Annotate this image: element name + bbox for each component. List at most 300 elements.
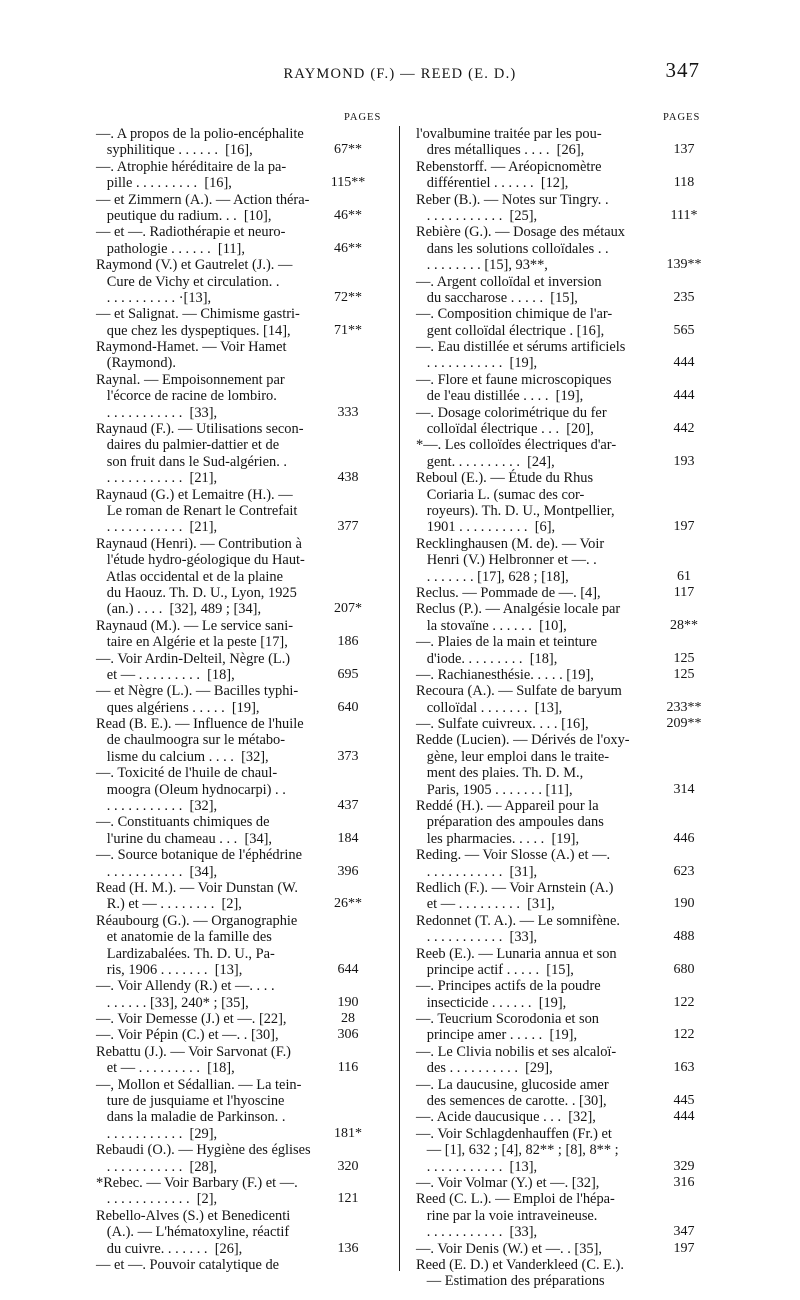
- index-entry-text: Reboul (E.). — Étude du Rhus: [416, 470, 594, 487]
- index-line: [416, 192, 704, 208]
- page-reference: 623: [673, 863, 695, 879]
- index-entry-text: —. Rachianesthésie. . . . . [19],: [416, 666, 594, 683]
- index-entry-text: . . . . . . . . . . . [29],: [96, 1125, 218, 1142]
- index-line: [416, 241, 704, 257]
- index-entry-text: Rebière (G.). — Dosage des métaux: [416, 224, 625, 241]
- index-entry-text: Reber (B.). — Notes sur Tingry. .: [416, 191, 609, 208]
- index-line: [96, 831, 384, 847]
- index-entry-text: — et Zimmern (A.). — Action théra-: [96, 191, 310, 208]
- index-entry-text: que chez les dyspeptiques. [14],: [96, 322, 291, 339]
- index-entry-text: . . . . . . . . . . . [32],: [96, 798, 218, 815]
- index-entry-text: — [1], 632 ; [4], 82** ; [8], 8** ;: [416, 1142, 619, 1159]
- index-entry-text: Le roman de Renart le Contrefait: [96, 502, 298, 519]
- index-entry-text: différentiel . . . . . . [12],: [416, 175, 569, 192]
- index-line: [416, 224, 704, 240]
- index-line: [416, 798, 704, 814]
- index-line: [416, 323, 704, 339]
- page-reference: 438: [337, 470, 359, 486]
- index-line: [96, 1126, 384, 1142]
- index-entry-text: l'ovalbumine traitée par les pou-: [416, 126, 602, 142]
- index-line: [96, 847, 384, 863]
- index-entry-text: pille . . . . . . . . . [16],: [96, 175, 232, 192]
- index-entry-text: —. Voir Pépin (C.) et —. . [30],: [96, 1027, 279, 1044]
- index-line: [416, 1257, 704, 1273]
- index-line: [96, 159, 384, 175]
- index-entry-text: moogra (Oleum hydnocarpi) . .: [96, 781, 286, 798]
- index-line: [96, 814, 384, 830]
- index-entry-text: Coriaria L. (sumac des cor-: [416, 486, 585, 503]
- index-entry-text: syphilitique . . . . . . [16],: [96, 142, 253, 159]
- index-entry-text: — Estimation des préparations: [416, 1273, 605, 1290]
- page-reference: 377: [337, 519, 359, 535]
- index-line: [416, 896, 704, 912]
- page-reference: 207*: [334, 601, 362, 617]
- index-entry-text: peutique du radium. . . [10],: [96, 207, 272, 224]
- index-line: [96, 388, 384, 404]
- index-entry-text: —. Voir Schlagdenhauffen (Fr.) et: [416, 1125, 612, 1142]
- page-reference: 680: [673, 961, 695, 977]
- page-reference: 373: [337, 748, 359, 764]
- page-reference: 640: [337, 699, 359, 715]
- index-entry-text: Raynaud (F.). — Utilisations secon-: [96, 421, 304, 438]
- index-line: [96, 896, 384, 912]
- index-entry-text: des . . . . . . . . . . [29],: [416, 1060, 553, 1077]
- index-line: [96, 306, 384, 322]
- index-line: [416, 1011, 704, 1027]
- index-entry-text: dans les solutions colloïdales . .: [416, 240, 609, 257]
- page-reference: 118: [673, 175, 695, 191]
- index-line: [416, 388, 704, 404]
- index-entry-text: des semences de carotte. . [30],: [416, 1093, 607, 1110]
- page-reference: 122: [673, 994, 695, 1010]
- index-line: [416, 274, 704, 290]
- page-header: [0, 58, 800, 98]
- page-reference: 121: [337, 1191, 359, 1207]
- index-line: [96, 880, 384, 896]
- index-line: [96, 700, 384, 716]
- index-line: [416, 651, 704, 667]
- index-entry-text: (an.) . . . . [32], 489 ; [34],: [96, 601, 262, 618]
- index-entry-text: . . . . . . . . . . . . [2],: [96, 1191, 218, 1208]
- index-line: [416, 732, 704, 748]
- index-line: [416, 339, 704, 355]
- index-line: [96, 913, 384, 929]
- index-entry-text: Reed (C. L.). — Emploi de l'hépa-: [416, 1191, 615, 1208]
- index-line: [96, 962, 384, 978]
- index-entry-text: Cure de Vichy et circulation. .: [96, 273, 280, 290]
- index-line: [416, 601, 704, 617]
- index-entry-text: Rebaudi (O.). — Hygiène des églises: [96, 1142, 311, 1159]
- page-reference: 186: [337, 634, 359, 650]
- index-line: [416, 437, 704, 453]
- index-line: [416, 355, 704, 371]
- index-line: [96, 651, 384, 667]
- index-line: [416, 519, 704, 535]
- index-line: [96, 503, 384, 519]
- index-entry-text: Rebattu (J.). — Voir Sarvonat (F.): [96, 1043, 291, 1060]
- index-line: [96, 798, 384, 814]
- index-line: [96, 536, 384, 552]
- index-entry-text: —. Sulfate cuivreux. . . . [16],: [416, 716, 589, 733]
- index-entry-text: Reclus. — Pommade de —. [4],: [416, 584, 601, 601]
- index-line: [96, 552, 384, 568]
- index-line: [416, 1093, 704, 1109]
- index-entry-text: dres métalliques . . . . [26],: [416, 142, 585, 159]
- index-line: [416, 929, 704, 945]
- index-line: [416, 159, 704, 175]
- index-line: [96, 208, 384, 224]
- index-line: [96, 519, 384, 535]
- index-entry-text: de chaulmoogra sur le métabo-: [96, 732, 286, 749]
- index-entry-text: colloïdal . . . . . . . [13],: [416, 699, 563, 716]
- index-entry-text: Réaubourg (G.). — Organographie: [96, 912, 298, 929]
- index-line: [416, 700, 704, 716]
- index-entry-text: ques algériens . . . . . [19],: [96, 699, 260, 716]
- index-entry-text: — et Nègre (L.). — Bacilles typhi-: [96, 683, 299, 700]
- index-line: [96, 1109, 384, 1125]
- index-line: [96, 765, 384, 781]
- index-line: [96, 355, 384, 371]
- index-line: [416, 1208, 704, 1224]
- index-line: [96, 1060, 384, 1076]
- index-entry-text: gent colloïdal électrique . [16],: [416, 322, 605, 339]
- index-line: [96, 732, 384, 748]
- index-line: [96, 634, 384, 650]
- index-line: [416, 208, 704, 224]
- index-entry-text: —. La daucusine, glucoside amer: [416, 1076, 609, 1093]
- index-line: [416, 716, 704, 732]
- index-line: [96, 290, 384, 306]
- index-entry-text: Raynaud (M.). — Le service sani-: [96, 617, 294, 634]
- index-line: [416, 962, 704, 978]
- index-entry-text: Reeb (E.). — Lunaria annua et son: [416, 945, 617, 962]
- index-line: [96, 1191, 384, 1207]
- index-entry-text: la stovaïne . . . . . . [10],: [416, 617, 567, 634]
- index-line: [96, 749, 384, 765]
- index-line: [96, 667, 384, 683]
- index-entry-text: et — . . . . . . . . . [18],: [96, 666, 235, 683]
- index-entry-text: — et —. Radiothérapie et neuro-: [96, 224, 286, 241]
- index-entry-text: —. Atrophie héréditaire de la pa-: [96, 158, 287, 175]
- index-entry-text: et — . . . . . . . . . [31],: [416, 896, 555, 913]
- index-entry-text: ment des plaies. Th. D. M.,: [416, 765, 584, 782]
- index-line: [416, 454, 704, 470]
- index-entry-text: . . . . . . . . . . ·[13],: [96, 289, 212, 306]
- page-reference: 316: [673, 1175, 695, 1190]
- index-line: [416, 765, 704, 781]
- index-column-right: [416, 112, 704, 1290]
- index-entry-text: —. Acide daucusique . . . [32],: [416, 1109, 596, 1126]
- page-reference: 28**: [670, 617, 698, 633]
- index-line: [96, 175, 384, 191]
- index-entry-text: de l'eau distillée . . . . [19],: [416, 388, 584, 405]
- index-line: [96, 339, 384, 355]
- index-line: [416, 421, 704, 437]
- index-entry-text: —. Voir Volmar (Y.) et —. [32],: [416, 1175, 600, 1191]
- index-line: [416, 175, 704, 191]
- index-line: [416, 470, 704, 486]
- index-entry-text: —. Source botanique de l'éphédrine: [96, 847, 302, 864]
- index-entry-text: rine par la voie intraveineuse.: [416, 1207, 598, 1224]
- page-reference: 26**: [334, 896, 362, 912]
- index-entry-text: —, Mollon et Sédallian. — La tein-: [96, 1076, 302, 1093]
- page-reference: 181*: [334, 1125, 362, 1141]
- index-entry-text: . . . . . . [33], 240* ; [35],: [96, 994, 249, 1011]
- index-line: [416, 831, 704, 847]
- index-entry-text: Reddé (H.). — Appareil pour la: [416, 798, 599, 815]
- index-line: [416, 946, 704, 962]
- page-reference: 333: [337, 404, 359, 420]
- page-reference: 695: [337, 666, 359, 682]
- index-entry-text: —. Teucrium Scorodonia et son: [416, 1011, 599, 1028]
- index-entry-text: —. Dosage colorimétrique du fer: [416, 404, 607, 421]
- index-line: [416, 1175, 704, 1191]
- index-entry-text: du saccharose . . . . . [15],: [416, 289, 578, 306]
- index-entry-text: les pharmacies. . . . . [19],: [416, 830, 580, 847]
- index-entry-text: —. Eau distillée et sérums artificiels: [416, 339, 626, 356]
- index-line: [416, 1126, 704, 1142]
- index-entry-text: Lardizabalées. Th. D. U., Pa-: [96, 945, 275, 962]
- index-line: [96, 864, 384, 880]
- page-reference: 233**: [666, 699, 702, 715]
- index-entry-text: Rebello-Alves (S.) et Benedicenti: [96, 1207, 291, 1224]
- page-reference: 235: [673, 289, 695, 305]
- index-entry-text: —. Principes actifs de la poudre: [416, 978, 601, 995]
- pages-column-label-left: PAGES: [344, 112, 382, 123]
- index-column-left: [96, 112, 384, 1273]
- index-entry-text: — et —. Pouvoir catalytique de: [96, 1256, 280, 1273]
- index-entry-text: principe actif . . . . . [15],: [416, 961, 574, 978]
- page-reference: 116: [337, 1060, 359, 1076]
- index-entry-text: . . . . . . . [17], 628 ; [18],: [416, 568, 569, 585]
- index-entry-text: du cuivre. . . . . . . [26],: [96, 1240, 243, 1257]
- index-entry-text: du Haouz. Th. D. U., Lyon, 1925: [96, 584, 297, 601]
- index-line: [96, 487, 384, 503]
- index-line: [416, 667, 704, 683]
- index-entry-text: Redonnet (T. A.). — Le somnifène.: [416, 912, 620, 929]
- index-entry-text: . . . . . . . . . . . [33],: [416, 1224, 538, 1241]
- index-entry-text: Raymond-Hamet. — Voir Hamet: [96, 339, 287, 356]
- index-entry-text: Recoura (A.). — Sulfate de baryum: [416, 683, 622, 700]
- page-reference: 442: [673, 421, 695, 437]
- index-line: [416, 552, 704, 568]
- index-entry-text: (A.). — L'hématoxyline, réactif: [96, 1224, 290, 1241]
- page-reference: 137: [673, 142, 695, 158]
- index-entry-text: . . . . . . . . . . . [19],: [416, 355, 538, 372]
- page-reference: 444: [673, 1109, 695, 1125]
- index-line: [416, 913, 704, 929]
- index-line: [416, 634, 704, 650]
- page-reference: 125: [673, 666, 695, 682]
- index-line: [416, 1060, 704, 1076]
- page-reference: 46**: [334, 240, 362, 256]
- index-line: [96, 946, 384, 962]
- column-divider: [399, 126, 400, 1271]
- page-reference: 329: [673, 1158, 695, 1174]
- page-reference: 437: [337, 798, 359, 814]
- index-line: [416, 749, 704, 765]
- index-entry-text: 1901 . . . . . . . . . . [6],: [416, 519, 556, 536]
- page-reference: 71**: [334, 322, 362, 338]
- index-entry-text: Read (H. M.). — Voir Dunstan (W.: [96, 879, 298, 896]
- page-reference: 136: [337, 1240, 359, 1256]
- page-reference: 446: [673, 830, 695, 846]
- index-line: [416, 880, 704, 896]
- index-entry-text: l'étude hydro-géologique du Haut-: [96, 552, 305, 569]
- index-entry-text: Reed (E. D.) et Vanderkleed (C. E.).: [416, 1256, 624, 1273]
- index-entry-text: *—. Les colloïdes électriques d'ar-: [416, 437, 617, 454]
- page-reference: 197: [673, 519, 695, 535]
- index-line: [416, 1027, 704, 1043]
- index-entry-text: d'iode. . . . . . . . . [18],: [416, 650, 558, 667]
- index-line: [416, 1142, 704, 1158]
- index-entry-text: —. Argent colloïdal et inversion: [416, 273, 602, 290]
- index-line: [96, 142, 384, 158]
- index-line: [416, 126, 704, 142]
- index-entry-text: —. Voir Allendy (R.) et —. . . .: [96, 978, 275, 995]
- page-reference: 396: [337, 863, 359, 879]
- index-entry-text: —. Plaies de la main et teinture: [416, 634, 598, 651]
- index-line: [416, 1273, 704, 1289]
- index-entry-text: (Raymond).: [96, 355, 176, 372]
- index-entry-text: Raynal. — Empoisonnement par: [96, 371, 285, 388]
- index-entry-text: . . . . . . . . . . . [33],: [416, 929, 538, 946]
- index-entry-text: Paris, 1905 . . . . . . . [11],: [416, 781, 573, 798]
- index-entry-text: . . . . . . . . . . . [21],: [96, 519, 218, 536]
- index-line: [416, 1044, 704, 1060]
- page-reference: 444: [673, 388, 695, 404]
- index-line: [96, 1224, 384, 1240]
- index-entry-text: taire en Algérie et la peste [17],: [96, 634, 288, 651]
- index-entry-text: —. Voir Denis (W.) et —. . [35],: [416, 1240, 602, 1257]
- index-line: [416, 372, 704, 388]
- index-line: [96, 978, 384, 994]
- index-line: [96, 585, 384, 601]
- index-entry-text: dans la maladie de Parkinson. .: [96, 1109, 286, 1126]
- index-line: [416, 1241, 704, 1257]
- index-line: [96, 1077, 384, 1093]
- index-entry-text: gène, leur emploi dans le traite-: [416, 748, 610, 765]
- index-entry-text: Reclus (P.). — Analgésie locale par: [416, 601, 621, 618]
- page-reference: 445: [673, 1093, 695, 1109]
- page-reference: 139**: [666, 257, 702, 273]
- index-line: [96, 683, 384, 699]
- page-reference: 565: [673, 322, 695, 338]
- index-line: [416, 1109, 704, 1125]
- index-entry-text: —. Toxicité de l'huile de chaul-: [96, 765, 278, 782]
- index-line: [96, 454, 384, 470]
- index-entry-text: l'écorce de racine de lombiro.: [96, 388, 277, 405]
- index-entry-text: Redlich (F.). — Voir Arnstein (A.): [416, 879, 614, 896]
- index-entry-text: ris, 1906 . . . . . . . [13],: [96, 961, 243, 978]
- index-line: [416, 503, 704, 519]
- page-reference: 111*: [670, 207, 698, 223]
- page-reference: 163: [673, 1060, 695, 1076]
- index-line: [416, 1191, 704, 1207]
- index-line: [96, 995, 384, 1011]
- page-reference: 190: [337, 994, 359, 1010]
- index-entry-text: Raynaud (G.) et Lemaitre (H.). —: [96, 486, 293, 503]
- index-line: [96, 1011, 384, 1027]
- index-line: [96, 421, 384, 437]
- page-reference: 306: [337, 1027, 359, 1043]
- index-entry-text: Reding. — Voir Slosse (A.) et —.: [416, 847, 611, 864]
- page-reference: 67**: [334, 142, 362, 158]
- index-line: [416, 683, 704, 699]
- index-entry-text: —. Voir Demesse (J.) et —. [22],: [96, 1011, 287, 1028]
- index-entry-text: . . . . . . . . . . . [33],: [96, 404, 218, 421]
- index-entry-text: . . . . . . . . . . . [28],: [96, 1158, 218, 1175]
- index-line: [96, 1093, 384, 1109]
- index-line: [96, 1044, 384, 1060]
- page-reference: 46**: [334, 207, 362, 223]
- index-entry-text: Recklinghausen (M. de). — Voir: [416, 535, 605, 552]
- index-line: [96, 929, 384, 945]
- index-line: [96, 126, 384, 142]
- index-line: [96, 257, 384, 273]
- index-entry-text: . . . . . . . . . . . [25],: [416, 207, 538, 224]
- index-line: [416, 1224, 704, 1240]
- index-entry-text: royeurs). Th. D. U., Montpellier,: [416, 502, 615, 519]
- index-line: [416, 257, 704, 273]
- index-entry-text: — et Salignat. — Chimisme gastri-: [96, 306, 300, 323]
- index-line: [416, 618, 704, 634]
- index-entry-text: pathologie . . . . . . [11],: [96, 240, 245, 257]
- index-line: [96, 1208, 384, 1224]
- index-entry-text: —. Voir Ardin-Delteil, Nègre (L.): [96, 650, 291, 667]
- index-entry-text: insecticide . . . . . . [19],: [416, 994, 567, 1011]
- page-reference: 61: [677, 568, 691, 584]
- page-reference: 125: [673, 650, 695, 666]
- index-line: [416, 1077, 704, 1093]
- index-entry-text: lisme du calcium . . . . [32],: [96, 748, 269, 765]
- index-entry-text: Raynaud (Henri). — Contribution à: [96, 535, 302, 552]
- index-entry-text: colloïdal électrique . . . [20],: [416, 421, 594, 438]
- index-line: [96, 372, 384, 388]
- index-line: [416, 1159, 704, 1175]
- index-line: [416, 864, 704, 880]
- index-entry-text: Raymond (V.) et Gautrelet (J.). —: [96, 257, 293, 274]
- index-line: [416, 142, 704, 158]
- page-reference: 193: [673, 453, 695, 469]
- index-entry-text: . . . . . . . . . . . [34],: [96, 863, 218, 880]
- index-entry-text: Redde (Lucien). — Dérivés de l'oxy-: [416, 732, 630, 749]
- index-line: [96, 405, 384, 421]
- index-line: [96, 618, 384, 634]
- index-line: [416, 978, 704, 994]
- index-entry-text: R.) et — . . . . . . . . [2],: [96, 896, 242, 913]
- index-line: [96, 192, 384, 208]
- page-reference: 122: [673, 1027, 695, 1043]
- index-line: [416, 995, 704, 1011]
- index-entry-text: —. A propos de la polio-encéphalite: [96, 126, 304, 142]
- index-entry-text: —. Composition chimique de l'ar-: [416, 306, 613, 323]
- index-line: [416, 290, 704, 306]
- page-reference: 197: [673, 1240, 695, 1256]
- page-number: 347: [665, 58, 700, 82]
- index-line: [416, 306, 704, 322]
- index-line: [96, 1175, 384, 1191]
- index-line: [416, 536, 704, 552]
- index-entry-text: Read (B. E.). — Influence de l'huile: [96, 716, 304, 733]
- index-line: [416, 405, 704, 421]
- index-entry-text: . . . . . . . . . . . [13],: [416, 1158, 538, 1175]
- index-entry-text: . . . . . . . . . . . [21],: [96, 470, 218, 487]
- index-line: [96, 274, 384, 290]
- index-entry-text: préparation des ampoules dans: [416, 814, 604, 831]
- index-entry-text: Atlas occidental et de la plaine: [96, 568, 284, 585]
- page-reference: 444: [673, 355, 695, 371]
